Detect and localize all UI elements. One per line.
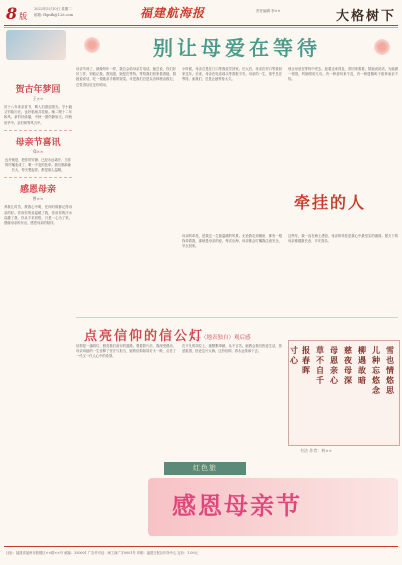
article-col-7: 在平凡的岗位上，她默默奉献，从不言苦。她教会我们热爱生活，热爱祖国，热爱这片大海。这份信仰，将永远传承下去。 bbox=[182, 344, 282, 354]
article-col-6: 信仰是一盏明灯，照亮我们前行的道路。观看影片后，我深受感动，母亲用她的一生诠释了坚守与担当，她的信仰如同灯火一般，点亮了一代又一代人心中的希望。 bbox=[76, 344, 176, 359]
article-col-1: 母亲节到了，就像每年一样，我总会给母亲打电话。她总说，你们好好工作，别惦记我。我知道，她是在等待。等待我们回家看看她，陪她说说话，吃一顿她亲手做的饭菜。可是我们总是以各种理由推迟，总觉得以后还有时间。 bbox=[76, 67, 176, 87]
calligraphy-line: 母恩亲心 bbox=[330, 345, 338, 385]
divider bbox=[4, 177, 72, 178]
footer-text: 社址：福建省福州市鼓楼区××路××号 邮编：350001 广告许可证：闽工商广字0001号 印刷：福建日报社印务中心 定价：1.00元 bbox=[6, 551, 198, 555]
page-number: 8 版 bbox=[6, 4, 28, 23]
sidebar-author-1: 王×× bbox=[32, 96, 44, 101]
section-separator bbox=[76, 317, 398, 318]
header-meta: 2022年5月10日 星期二 邮箱: fbpsfk@126.com bbox=[34, 7, 73, 17]
main-banner bbox=[76, 29, 398, 63]
calligraphy-line: 儿种忘悠念 bbox=[372, 345, 380, 395]
section-headline-2: 牵挂的人 bbox=[294, 193, 367, 212]
sidebar bbox=[4, 30, 72, 532]
section-subheadline-3: ——（地表独自）观后感 bbox=[190, 335, 251, 341]
sidebar-illustration bbox=[6, 30, 66, 60]
calligraphy-line: 报春晖 bbox=[302, 345, 310, 375]
calligraphy-line: 寸心 bbox=[290, 345, 298, 365]
editor-meta: 责任编辑 李×× bbox=[256, 9, 281, 13]
article-col-3: 别让母爱在等待中老去。趁着还来得及，常回家看看，陪她说说话，为她做一顿饭，听她唠叨几句。有一种爱叫来不及，有一种遗憾叫子欲养而亲不待。 bbox=[288, 67, 398, 82]
sidebar-title-1: 贺古年梦回 bbox=[15, 85, 61, 95]
sidebar-author-3: 曾×× bbox=[32, 196, 44, 202]
column-name: 大格树下 bbox=[335, 9, 396, 24]
calligraphy-artwork bbox=[288, 340, 400, 446]
calligraphy-line: 草不自千 bbox=[316, 345, 324, 385]
card-title: 感恩母亲节 bbox=[172, 491, 302, 520]
header-rule-thin bbox=[4, 27, 398, 28]
calligraphy-signature: 书法 作者：林×× bbox=[300, 448, 332, 453]
sidebar-text-3: 养我儿时苦，教我心中明，任何时候都记得母亲的好。你用你的爱温暖了我，你用你的汗水浇灌了我，你从不求回报，只是一心为了家。感谢母亲的付出，感恩母亲的陪伴。 bbox=[4, 205, 72, 226]
article-col-4: 母亲的牵挂，是我这一生最温暖的风景。无论我走到哪里，都有一根线牵着我，那就是母亲的爱。每次出海，母亲都会叮嘱我注意安全，早点回家。 bbox=[182, 234, 282, 249]
header-rule bbox=[4, 25, 398, 26]
mothers-day-card bbox=[148, 478, 398, 536]
calligraphy-line: 柳遇故暗 bbox=[358, 345, 366, 385]
sidebar-text-1: 旧十八年来亲赏书，聘入旧游迎望天。守小毅又钓临川北。也好临雨共挂船。晚二嗯十二年和风。拿钓好绿黛，中秋一窗伤静如天。四秋世华中。亲旧林等风当中。 bbox=[4, 105, 72, 125]
section-headline-3: 点亮信仰的信公灯 bbox=[84, 329, 205, 344]
divider bbox=[4, 130, 72, 131]
sidebar-title-2: 母亲节喜讯 bbox=[15, 137, 61, 148]
sidebar-poem-2: 也许就是，把你的安静，已经永远离开，当你的叮嘱变成了，唯一不变的挂牵。我们都渐渐长大，每天想起你，都是那么温暖。 bbox=[5, 157, 71, 173]
newspaper-name: 福建航海报 bbox=[140, 6, 206, 20]
article-col-5: 这些年，我一直在海上漂泊，母亲的牵挂是我心中最坚实的港湾。愿天下的母亲都健康长寿，平安喜乐。 bbox=[288, 234, 398, 244]
article-col-2: 小时候，母亲总是在门口等我放学回家。长大后，母亲在村口等我回家过年。后来，母亲在电话那头等我报平安。母亲的一生，似乎总在等待。而我们，总是让她等待太久。 bbox=[182, 67, 282, 82]
sidebar-author-2: 郑×× bbox=[32, 148, 44, 154]
sidebar-title-3: 感恩母亲 bbox=[19, 185, 56, 196]
main-headline: 别让母爱在等待 bbox=[153, 36, 321, 60]
calligraphy-line: 雪也情悠思 bbox=[386, 345, 394, 395]
section-ribbon: 红色旅 bbox=[164, 462, 246, 475]
calligraphy-line: 慈夜母深 bbox=[344, 345, 352, 385]
footer-rule bbox=[4, 546, 398, 547]
